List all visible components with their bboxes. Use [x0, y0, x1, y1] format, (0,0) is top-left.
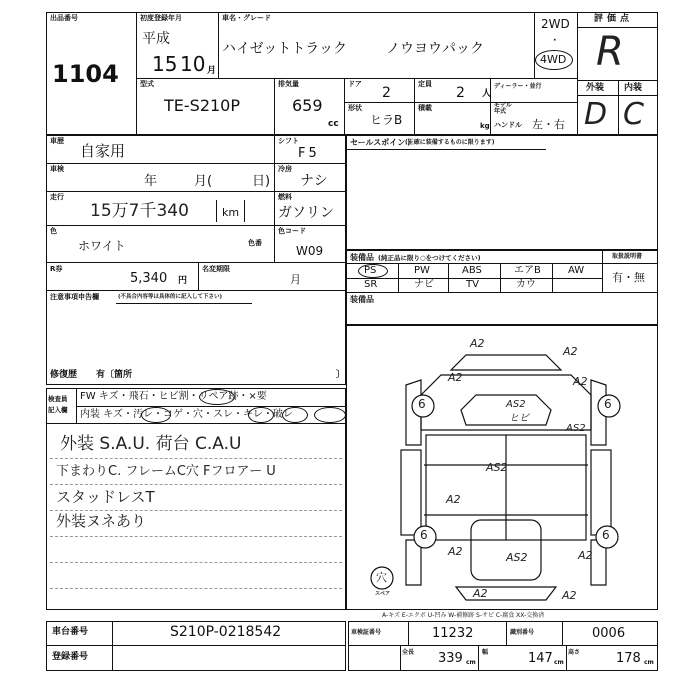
inspection-day: 日) [252, 174, 271, 189]
seq-value: 0006 [592, 626, 626, 641]
capacity-label: 定員 [418, 80, 432, 88]
divider [136, 78, 577, 79]
divider [244, 200, 245, 222]
divider [618, 80, 619, 135]
displacement-label: 排気量 [278, 80, 299, 88]
equip-abs: ABS [462, 265, 482, 276]
usage-label: 車歴 [50, 137, 64, 145]
guide-line [50, 458, 342, 459]
guide-line [50, 484, 342, 485]
divider [562, 621, 563, 645]
divider [274, 225, 275, 262]
damage-mark: ヒビ [509, 413, 529, 424]
color-code-label: 色コード [278, 227, 306, 235]
height-value: 178 [616, 651, 641, 666]
color-label: 色 [50, 227, 57, 235]
equip-airbag: エアB [514, 265, 541, 276]
fuel-value: ガソリン [278, 205, 334, 221]
lot-number: 1104 [52, 60, 119, 88]
car-name: ハイゼットトラック [222, 41, 348, 57]
guide-line [50, 536, 342, 537]
manual-value: 有・無 [612, 271, 645, 284]
chassis-value: S210P-0218542 [170, 624, 282, 640]
guide-line [50, 510, 342, 511]
equip-aw: AW [568, 265, 585, 276]
mileage-label: 走行 [50, 193, 64, 201]
damage-mark: A2 [573, 375, 588, 388]
divider [274, 78, 275, 135]
tire-mark: 6 [604, 397, 612, 411]
recycle-label: R券 [50, 265, 63, 273]
door-label: ドア [348, 80, 362, 88]
chassis-label: 車台番号 [52, 627, 89, 637]
divider [46, 645, 346, 646]
divider [552, 263, 553, 292]
note-line-2: 下まわりC. フレームC穴 Fフロアー U [56, 464, 276, 479]
divider [448, 263, 449, 292]
note-line-4: 外装ヌネあり [56, 512, 147, 530]
tire-mark: 6 [420, 528, 428, 542]
length-unit: cm [466, 659, 476, 666]
inspector-row-2: 内装 キズ・汚レ・コゲ・穴・スレ・キレ・破レ [80, 409, 293, 420]
divider [577, 95, 658, 96]
damage-mark: A2 [448, 545, 463, 558]
lot-label: 出品番号 [50, 14, 78, 22]
mileage-value: 15万7千340 [90, 201, 189, 221]
capacity-value: 2 [456, 85, 465, 101]
damage-mark: A2 [446, 493, 461, 506]
width-value: 147 [528, 651, 553, 666]
equipment-label: 装備品 [350, 253, 374, 262]
type-label: 型式 [140, 80, 154, 88]
damage-mark: A2 [563, 345, 578, 358]
inspector-row-1: FW キズ・飛石・ヒビ割・リペア跡・×要 [80, 391, 267, 402]
equip-navi: ナビ [414, 279, 434, 290]
first-reg-label: 初度登録年月 [140, 14, 182, 22]
divider [566, 645, 567, 671]
manual-label: 取扱説明書 [612, 253, 643, 260]
divider [344, 78, 345, 135]
inspection-year: 年 [144, 174, 158, 189]
divider [577, 12, 578, 135]
model-grade-label: 車名・グレード [222, 14, 271, 22]
divider [216, 200, 217, 222]
equip-ps: PS [364, 265, 377, 276]
damage-mark: A2 [473, 587, 488, 600]
divider [136, 12, 137, 135]
length-label: 全長 [402, 649, 415, 656]
diagram-legend: A-キズ E-エクボ U-凹み W-補修跡 S-サビ C-腐食 XX-交換済 [382, 612, 545, 619]
color-value: ホワイト [78, 239, 126, 253]
damage-mark: AS2 [566, 423, 586, 434]
height-unit: cm [644, 659, 654, 666]
displacement-value: 659 [292, 96, 323, 115]
guide-line [50, 562, 342, 563]
aircon-label: 冷房 [278, 165, 292, 173]
fuel-label: 燃料 [278, 193, 292, 201]
divider [46, 262, 346, 263]
repair-label: 修復歴 [50, 370, 78, 380]
hibi-circle [199, 389, 235, 405]
tire-mark: 6 [602, 528, 610, 542]
divider [398, 263, 399, 292]
drive-4wd: 4WD [540, 53, 567, 66]
spare-mark: 穴 [376, 571, 387, 584]
divider [490, 78, 491, 135]
divider [218, 12, 219, 78]
divider [274, 135, 275, 225]
inspection-month: 月( [194, 174, 213, 189]
color-no-label: 色番 [248, 239, 262, 247]
divider [46, 225, 346, 226]
type-value: TE-S210P [164, 96, 240, 115]
repair-close: 〕 [336, 370, 346, 380]
sales-point-label: セールスポイント [350, 138, 414, 147]
seq-label: 識別番号 [510, 629, 535, 636]
interior-label: 内装 [624, 83, 643, 93]
cc-unit: cc [328, 119, 339, 129]
damage-mark: AS2 [506, 551, 528, 564]
load-label: 積載 [418, 104, 432, 112]
damage-mark: A2 [562, 589, 577, 602]
usage-value: 自家用 [80, 142, 126, 160]
tax-label: 名変期限 [202, 265, 230, 273]
divider [602, 250, 603, 292]
sure-circle [248, 407, 274, 423]
tax-month: 月 [290, 273, 301, 286]
yen-unit: 円 [178, 276, 188, 286]
shift-value: F5 [298, 146, 320, 161]
divider [46, 290, 346, 291]
reg-year: 15 [152, 52, 178, 76]
divider [198, 262, 199, 290]
divider [112, 621, 113, 671]
notes-label: 注意事項申告欄 [50, 293, 99, 301]
divider [348, 645, 658, 646]
yabure-circle [314, 407, 346, 423]
divider [478, 645, 479, 671]
width-label: 幅 [482, 649, 489, 656]
drive-2wd: 2WD [541, 17, 570, 31]
check-no-value: 11232 [432, 626, 474, 641]
equip-tv: TV [466, 279, 479, 290]
repair-value: 有〔箇所 [96, 370, 133, 380]
check-no-label: 車検証番号 [351, 629, 382, 636]
inspection-label: 車検 [50, 165, 64, 173]
handle-value: 左・右 [532, 118, 565, 131]
equip-sr: SR [364, 279, 378, 290]
person-unit: 人 [482, 89, 492, 99]
damage-mark: A2 [578, 549, 593, 562]
divider [346, 263, 658, 264]
divider [400, 645, 401, 671]
divider [346, 149, 546, 150]
car-grade: ノウヨウパック [386, 41, 484, 57]
tire-mark: 6 [418, 397, 426, 411]
equip-pw: PW [414, 265, 430, 276]
divider [346, 292, 658, 293]
sales-point-section [346, 135, 658, 250]
dealer-label: ディーラー・並行 [494, 83, 542, 90]
divider [506, 621, 507, 645]
exterior-grade: D [584, 97, 608, 132]
color-code-value: W09 [296, 244, 324, 258]
notes-hint: (不具合内容等は具体的に記入して下さい) [118, 294, 223, 300]
spare-label: スペア [375, 591, 391, 597]
handle-label: ハンドル [494, 121, 522, 129]
length-value: 339 [438, 651, 463, 666]
divider [577, 27, 658, 28]
sales-point-hint: (正確に装備するものに限ります) [405, 139, 495, 146]
reg-month: 10 [180, 52, 206, 76]
recycle-value: 5,340 [130, 271, 168, 286]
damage-mark: AS2 [506, 399, 526, 410]
rating-value: R [596, 29, 624, 75]
kire-circle [282, 407, 308, 423]
equipment-other-label: 装備品 [350, 295, 374, 304]
equip-cow: カウ [516, 279, 536, 290]
rating-label: 評価点 [594, 14, 634, 24]
divider [46, 163, 346, 164]
equipment-hint: (純正品に限り○をつけてください) [378, 254, 481, 262]
drive-sep: · [553, 36, 557, 46]
width-unit: cm [554, 659, 564, 666]
divider [414, 78, 415, 135]
doors-value: 2 [382, 85, 391, 101]
shape-value: ヒラB [370, 113, 403, 127]
km-unit: km [222, 206, 240, 219]
kogake-circle [141, 407, 171, 423]
divider [500, 263, 501, 292]
aircon-value: ナシ [300, 173, 328, 189]
guide-line [50, 588, 342, 589]
era-text: 平成 [142, 31, 170, 47]
damage-mark: A2 [470, 337, 485, 350]
divider [46, 191, 346, 192]
exterior-label: 外装 [586, 83, 605, 93]
reg-label: 登録番号 [52, 652, 89, 662]
divider [408, 621, 409, 645]
note-line-3: スタッドレスT [56, 488, 155, 506]
month-unit: 月 [207, 66, 217, 76]
note-line-1: 外装 S.A.U. 荷台 C.A.U [60, 434, 242, 454]
inspector-label-2: 記入欄 [48, 406, 68, 414]
shape-label: 形状 [348, 104, 362, 112]
divider [116, 303, 252, 304]
damage-mark: A2 [448, 371, 463, 384]
inspector-label-1: 検査員 [48, 395, 68, 403]
shift-label: シフト [278, 137, 299, 145]
divider [534, 12, 535, 78]
damage-mark: AS2 [486, 461, 508, 474]
interior-grade: C [623, 97, 644, 132]
kg-unit: kg [480, 122, 490, 130]
divider [76, 406, 346, 407]
model-year-label: モデル年式 [494, 102, 512, 115]
height-label: 高さ [568, 649, 581, 656]
divider [344, 102, 577, 103]
